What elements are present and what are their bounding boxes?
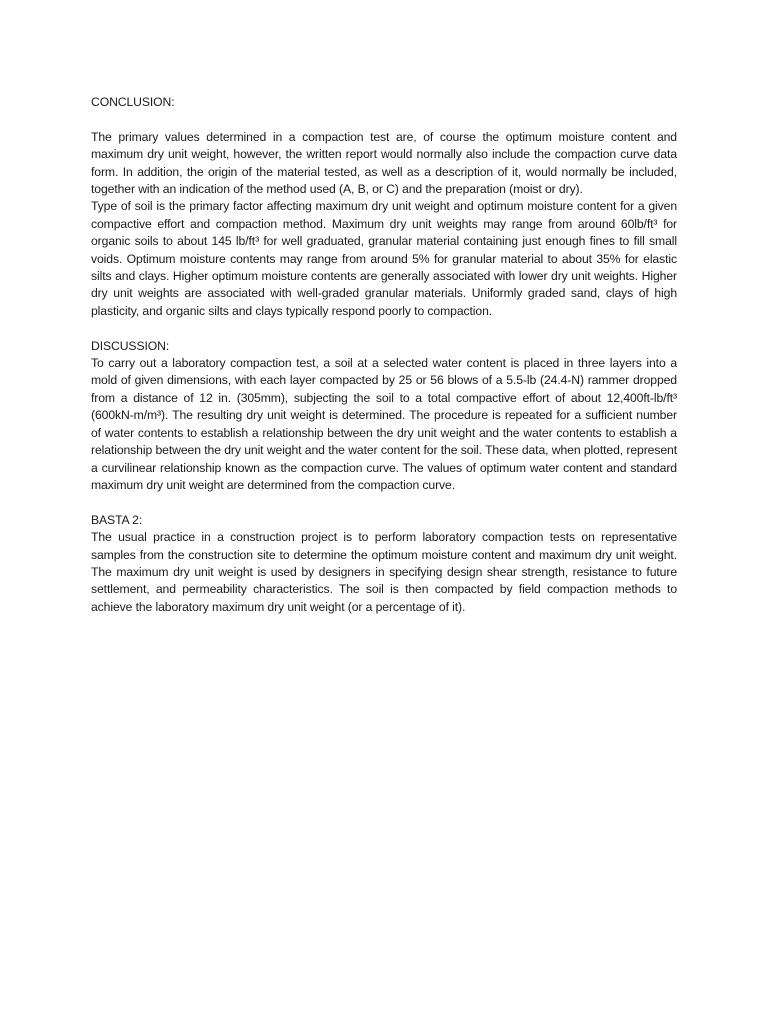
document-page <box>91 94 677 616</box>
paragraph: The primary values determined in a compaction test are, of course the optimum moisture content and maximum dry unit weight, however, the written report would normally also include the compaction curve data form. In addition, the origin of the material tested, as well as a description of it, would normally be included, together with an indication of the method used (A, B, or C) and the preparation (moist or dry). <box>91 129 677 197</box>
discussion-section <box>91 338 677 495</box>
conclusion-section <box>91 94 677 320</box>
blank-line <box>91 494 677 511</box>
section-heading: CONCLUSION: <box>91 95 175 109</box>
paragraph: The usual practice in a construction project is to perform laboratory compaction tests on representative samples from the construction site to determine the optimum moisture content and maximum dry unit weight. The maximum dry unit weight is used by designers in specifying design shear strength, resistance to future settlement, and permeability characteristics. The soil is then compacted by field compaction methods to achieve the laboratory maximum dry unit weight (or a percentage of it). <box>91 530 677 614</box>
paragraph: Type of soil is the primary factor affecting maximum dry unit weight and optimum moisture content for a given compactive effort and compaction method. Maximum dry unit weights may range from around 60lb/ft³ for organic soils to about 145 lb/ft³ for well graduated, granular material containing just enough fines to fill small voids. Optimum moisture contents may range from around 5% for granular material to about 35% for elastic silts and clays. Higher optimum moisture contents are generally associated with lower dry unit weights. Higher dry unit weights are associated with well-graded granular materials. Uniformly graded sand, clays of high plasticity, and organic silts and clays typically respond poorly to compaction. <box>91 199 677 318</box>
blank-line <box>91 111 677 128</box>
blank-line <box>91 320 677 337</box>
section-heading: DISCUSSION: <box>91 338 170 353</box>
basta-2-section <box>91 512 677 616</box>
paragraph: To carry out a laboratory compaction test, a soil at a selected water content is placed in three layers into a mold of given dimensions, with each layer compacted by 25 or 56 blows of a 5.5-lb (24.4-N) rammer dropped from a distance of 12 in. (305mm), subjecting the soil to a total compactive effort of about 12,400ft-lb/ft³ (600kN-m/m³). The resulting dry unit weight is determined. The procedure is repeated for a sufficient number of water contents to establish a relationship between the dry unit weight and the water contents to establish a relationship between the dry unit weight and the water content for the soil. These data, when plotted, represent a curvilinear relationship known as the compaction curve. The values of optimum water content and standard maximum dry unit weight are determined from the compaction curve. <box>91 356 677 492</box>
section-heading: BASTA 2: <box>91 512 143 527</box>
